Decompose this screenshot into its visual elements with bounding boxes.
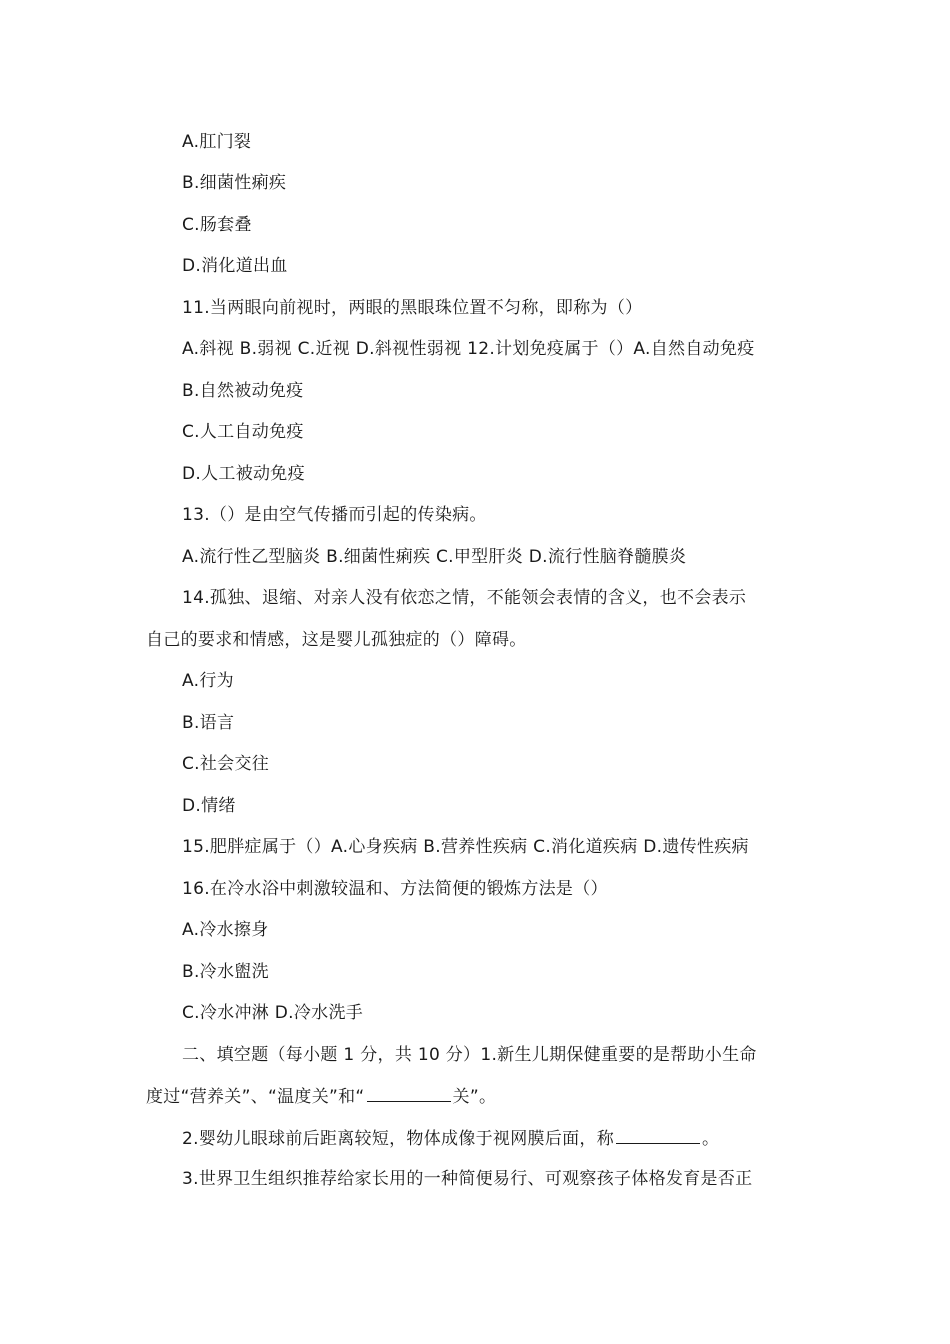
option-d-gi-bleeding: D.消化道出血 [182, 256, 288, 276]
option-c-intussusception: C.肠套叠 [182, 215, 252, 235]
section-two-heading: 二、填空题（每小题 1 分，共 10 分）1.新生儿期保健重要的是帮助小生命 [182, 1045, 757, 1065]
option-b-cold-wash: B.冷水盥洗 [182, 962, 269, 982]
option-a-cold-rub: A.冷水擦身 [182, 920, 269, 940]
question-14-continued: 自己的要求和情感，这是婴儿孤独症的（）障碍。 [146, 630, 527, 650]
fill-1-text-after: 关”。 [452, 1087, 497, 1107]
fill-question-1-continued [146, 1085, 496, 1108]
option-c-social-interaction: C.社会交往 [182, 754, 270, 774]
option-c-d-cold-shower-handwash: C.冷水冲淋 D.冷水洗手 [182, 1003, 364, 1023]
option-d-emotion: D.情绪 [182, 796, 236, 816]
fill-2-text-before: 2.婴幼儿眼球前后距离较短，物体成像于视网膜后面，称 [182, 1129, 615, 1149]
question-14: 14.孤独、退缩、对亲人没有依恋之情，不能领会表情的含义，也不会表示 [182, 588, 747, 608]
fill-question-3: 3.世界卫生组织推荐给家长用的一种简便易行、可观察孩子体格发育是否正 [182, 1169, 753, 1189]
fill-1-blank [367, 1085, 451, 1102]
option-b-natural-passive: B.自然被动免疫 [182, 381, 304, 401]
question-11: 11.当两眼向前视时，两眼的黑眼珠位置不匀称，即称为（） [182, 298, 643, 318]
question-13: 13.（）是由空气传播而引起的传染病。 [182, 505, 487, 525]
question-11-options-and-question-12: A.斜视 B.弱视 C.近视 D.斜视性弱视 12.计划免疫属于（）A.自然自动免疫 [182, 339, 755, 359]
option-b-bacillary-dysentery: B.细菌性痢疾 [182, 173, 287, 193]
fill-2-text-after: 。 [702, 1129, 720, 1149]
fill-2-blank [616, 1127, 700, 1144]
option-c-artificial-active: C.人工自动免疫 [182, 422, 304, 442]
question-16: 16.在冷水浴中刺激较温和、方法简便的锻炼方法是（） [182, 879, 608, 899]
fill-question-2 [182, 1127, 719, 1150]
question-15: 15.肥胖症属于（）A.心身疾病 B.营养性疾病 C.消化道疾病 D.遗传性疾病 [182, 837, 749, 857]
option-a-behavior: A.行为 [182, 671, 234, 691]
fill-1-text-before: 度过“营养关”、“温度关”和“ [146, 1087, 365, 1107]
option-d-artificial-passive: D.人工被动免疫 [182, 464, 305, 484]
question-13-options: A.流行性乙型脑炎 B.细菌性痢疾 C.甲型肝炎 D.流行性脑脊髓膜炎 [182, 547, 687, 567]
option-b-language: B.语言 [182, 713, 235, 733]
option-a-anal-fissure: A.肛门裂 [182, 132, 252, 152]
